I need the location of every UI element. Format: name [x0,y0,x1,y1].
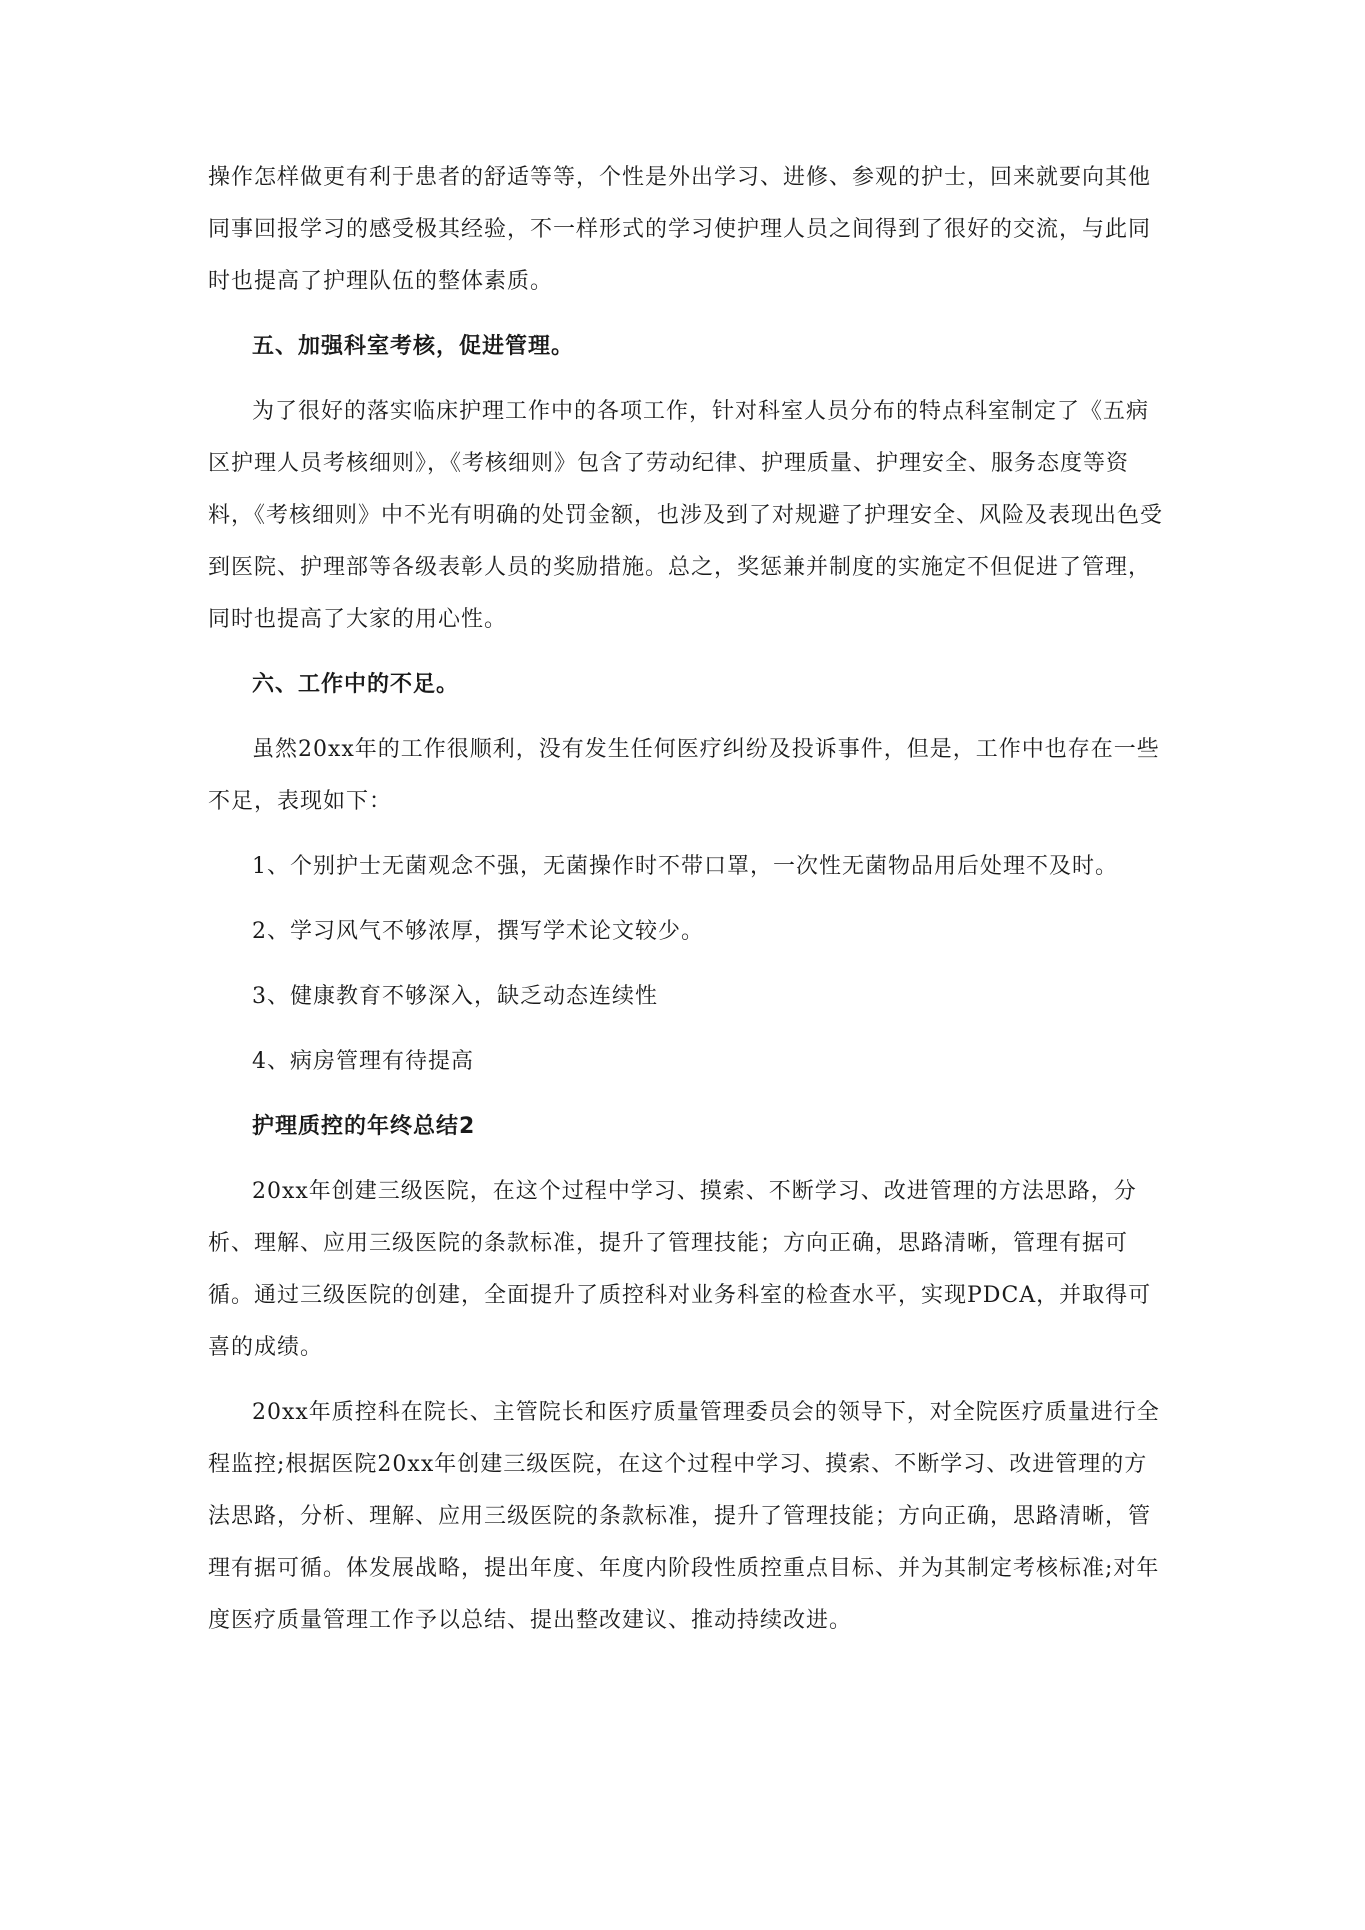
paragraph-summary-1: 20xx年创建三级医院，在这个过程中学习、摸索、不断学习、改进管理的方法思路，分析、理解、应用三级医院的条款标准，提升了管理技能；方向正确，思路清晰，管理有据可循。通过三级医院的创建，全面提升了质控科对业务科室的检查水平，实现PDCA，并取得可喜的成绩。 [208,1179,1152,1360]
list-item: 2、学习风气不够浓厚，撰写学术论文较少。 [252,919,704,944]
paragraph-section-6: 虽然20xx年的工作很顺利，没有发生任何医疗纠纷及投诉事件，但是，工作中也存在一些不足，表现如下： [208,737,1160,814]
list-item: 1、个别护士无菌观念不强，无菌操作时不带口罩，一次性无菌物品用后处理不及时。 [252,854,1118,879]
summary-heading: 护理质控的年终总结2 [252,1114,476,1139]
document-body [208,152,1168,1660]
paragraph-summary-2: 20xx年质控科在院长、主管院长和医疗质量管理委员会的领导下，对全院医疗质量进行全程监控;根据医院20xx年创建三级医院，在这个过程中学习、摸索、不断学习、改进管理的方法思路，分析、理解、应用三级医院的条款标准，提升了管理技能；方向正确，思路清晰，管理有据可循。体发展战略，提出年度、年度内阶段性质控重点目标、并为其制定考核标准;对年度医疗质量管理工作予以总结、提出整改建议、推动持续改进。 [208,1400,1160,1633]
list-item: 3、健康教育不够深入，缺乏动态连续性 [252,984,658,1009]
section-heading-6: 六、工作中的不足。 [252,672,460,697]
paragraph-continuation: 操作怎样做更有利于患者的舒适等等，个性是外出学习、进修、参观的护士，回来就要向其他同事回报学习的感受极其经验，不一样形式的学习使护理人员之间得到了很好的交流，与此同时也提高了护理队伍的整体素质。 [208,165,1152,294]
paragraph-section-5: 为了很好的落实临床护理工作中的各项工作，针对科室人员分布的特点科室制定了《五病区护理人员考核细则》，《考核细则》包含了劳动纪律、护理质量、护理安全、服务态度等资料，《考核细则》中不光有明确的处罚金额，也涉及到了对规避了护理安全、风险及表现出色受到医院、护理部等各级表彰人员的奖励措施。总之，奖惩兼并制度的实施定不但促进了管理，同时也提高了大家的用心性。 [208,399,1164,632]
section-heading-5: 五、加强科室考核，促进管理。 [252,334,575,359]
list-item: 4、病房管理有待提高 [252,1049,474,1074]
